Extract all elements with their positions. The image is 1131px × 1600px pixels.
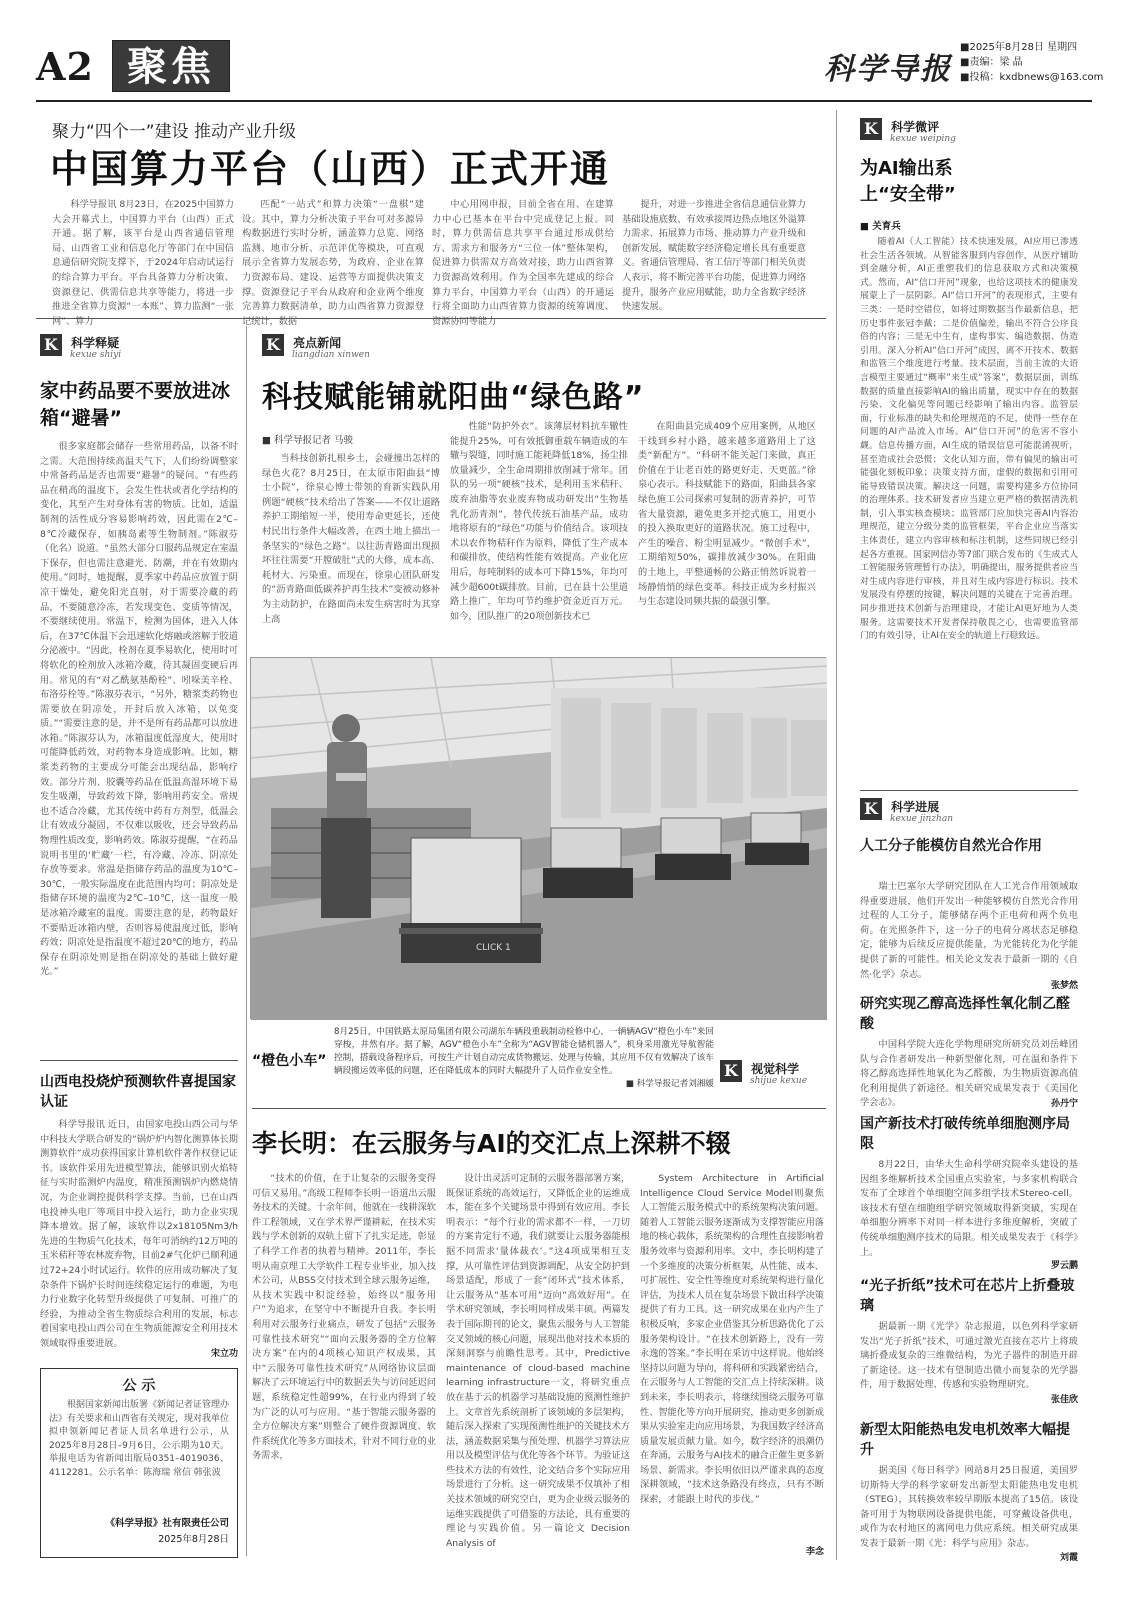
progress-item-headline: 研究实现乙醇高选择性氧化制乙醛酸 [860,996,1070,1032]
comment-body-text: 随着AI（人工智能）技术快速发展，AI应用已渗透社会生活各领域。从智能客服到内容创作，从医疗辅助到金融分析，AI正重塑我们的信息获取方式和决策模式。然而，AI“信口开河”现象，也给这项技术的健康发展蒙上了一层阴影。AI“信口开河”的表现形式，主要有三类：一是时空错位，如将过期数据当作最新信息，把历史事件张冠李戴；二是价值偏差，输出不符合公序良俗的内容；三是无中生有，虚构事实、编造数据、伪造引用。深入分析AI“信口开河”成因，离不开技术、数据和监管三个维度进行考量。技术层面，当前主流的大语言模型主要通过“概率”来生成“答案”，数据层面，训练数据的质量直接影响AI的输出质量，现实中存在的数据污染、文化偏见等问题已经影响了输出内容。监管层面，行业标准的缺失和伦理规范的不足，使得一些存在问题的AI产品流入市场。AI“信口开河”的危害不容小觑。信息传播方面，AI生成的错误信息可能混淆视听，甚至造成社会恐慌；文化认知方面，带有偏见的输出可能强化刻板印象；决策支持方面，虚假的数据和引用可能导致错误决策。解决这一问题，需要构建多方位协同的治理体系。技术研发者应当建立更严格的数据清洗机制，引入事实核查模块；监管部门应加快完善AI内容治理规范，建立分级分类的监管框架，平台企业应当落实主体责任，建立内容审核和标注机制，这些同规已经引起各方重视。国家网信办等7部门联合发布的《生成式人工智能服务管理暂行办法》，明确提出，服务提供者应当对生成内容进行审核，并且对生成内容进行标识。技术发展没有停摆的按键，解决问题的关键在于完善治理。同步推进技术创新与治理建设，才能让AI更好地为人类服务。这需要技术开发者保持敬畏之心，也需要监管部门的有效引导，让AI在安全的轨道上行稳致远。 [860,237,1078,642]
agv-photo [250,657,826,1019]
progress-item-author: 罗云鹏 [1050,1261,1078,1271]
editor: 责编：梁 晶 [969,57,1023,68]
feature-headline: 科技赋能铺就阳曲“绿色路” [262,380,645,415]
progress-item-body [860,880,1078,978]
progress-item-body [860,1158,1078,1258]
k-logo-icon: K [860,118,882,140]
notice-body-text: 根据国家新闻出版署《新闻记者证管理办法》有关要求和山西省有关规定，现对我单位拟申领新闻记者证人员名单进行公示，从2025年8月28日–9月6日，公示期为10天。举报电话为省新闻出版局0351–4019036、4112281。公示名单：陈海瑞 常信 韩张波 [49,1400,230,1478]
progress-item-headline: 国产新技术打破传统单细胞测序局限 [860,1116,1070,1152]
notice-body [49,1399,229,1507]
feature-col-1-text: 当科技创新扎根乡土，会碰撞出怎样的绿色火花？8月25日，在太原市阳曲县“博士小院”，徐泉心博士带领的育新实践队用例题“硬核”技术给出了答案——不仅让道路养护工期缩短一半，使用寿命更延长，还使村民出行条件大幅改善，在西土地上描出一条坚实的“绿色之路”。以往沥青路面出现损坏往往需要“开膛破肚”式的大修，成本高、耗材大、污染重。而现在，徐泉心团队研发的“沥青路面低碳养护再生技术”变被动修补为主动防护，在路面尚未发生病害时为其穿上高 [262,453,440,625]
progress-item-author: 张梦然 [1050,981,1078,991]
left-rule [40,1060,238,1061]
feature-section-title: 亮点新闻 [293,336,342,350]
k-logo-icon: K [720,1060,742,1082]
feature-section-pinyin: liangdian xinwen [292,350,370,360]
bottom-col-3-text: System Architecture in Artificial Intelligence Cloud Service Model则聚焦人工智能云服务模式中的系统架构决策问题。随着人工智能云服务逐渐成为支撑智能应用落地的核心载体，系统架构的合理性直接影响着服务效率与资源利用率。文中，李长明构建了一个多维度的决策分析框架，从性能、成本、可扩展性、安全性等维度对系统架构进行量化评估，为技术人员在复杂场景下做出科学决策提供了有力工具。这一研究成果在业内产生了积极反响，多家企业借鉴其分析思路优化了云服务架构设计。“在技术创新路上，没有一劳永逸的答案。”李长明在采访中这样说。他始终坚持以问题为导向，将科研和实践紧密结合，在云服务与人工智能的交汇点上持续深耕。谈到未来，李长明表示，将继续围绕云服务可靠性、智能化等方向开展研究，推动更多创新成果从实验室走向应用场景，为我国数字经济高质量发展贡献力量。如今，数字经济的浪潮仍在奔涌，云服务与AI技术的融合正催生更多新场景、新需求。李长明依旧以严谨求真的态度深耕领域，“技术这条路没有终点，只有不断探索，才能跟上时代的步伐。” [640,1173,824,1506]
notice-org: 《科学导报》社有限责任公司 [105,1518,229,1529]
science-qa-title: 科学释疑 [71,336,120,350]
square-icon: ■ [960,42,970,53]
k-logo-icon: K [262,334,284,356]
progress-section-title: 科学进展 [891,800,940,814]
feature-col-2 [450,420,628,624]
notice-title: 公 示 [122,1378,156,1394]
bottom-col-3 [640,1172,824,1544]
medicine-body-text: 很多家庭都会储存一些常用药品，以备不时之需。大范围持续高温天气下，人们纷纷调整家中常备药品是否也需要“避暑”的疑问。“有些药品在稍高的温度下，会发生性状或者化学结构的变化，其至产生对身体有害的物质。比如，适温制剂的活性成分容易影响药效，因此需在2℃–8℃冷藏保存，如胰岛素等生物制剂。”陈淑芬（化名）说道。“虽然大部分口服药品规定在室温下保存，但也需注意避光、防潮，并在有效期内使用。”同时，她提醒，夏季家中药品应放置于阴凉干燥处，避免阳光直射，对于需要冷藏的药品，不要随意冷冻，若发现变色、变质等情况，不要继续使用。常温下，检测为国体，进入人体后，在37℃体温下会迅速软化熔融或溶解于胶道分泌液中。“因此，栓剂在夏季易软化，使用时可将软化的栓剂放入冰箱冷藏，待其凝固变硬后再用。常见的有“对乙酰氨基酚栓”、吲哚美辛栓、布洛芬栓等。”陈淑芬表示，“另外，糖浆类药物也需要放在阴凉处，开封后放入冰箱，以免变质。”“需要注意的是，并不是所有药品都可以放进冰箱。”陈淑芬认为，冰箱温度低湿度大，使用时可能降低药效，对药物本身造成影响。比如，糖浆类药物的主要成分可能会出现结晶，影响疗效。部分片剂、胶囊等药品在低温高湿环境下易发生吸潮，导致药效下降，影响用药安全。常规也不适合冷藏，尤其传统中药有方剂型，低温会让有效成分凝固，不仅难以吸收，还会导致药品物理性质改变，影响药效。陈淑芬提醒，“在药品说明书里的‘贮藏’一栏，有冷藏、冷冻、阴凉处存放等要求。常温是指储存药品的温度为10℃–30℃，一般实际温度在此范围内均可；阴凉处是指储存环境的温度为2℃–10℃，这一温度一般是冰箱冷藏室的温度。需要注意的是，药物最好不要贴近冰箱内壁，否则容易使温度过低，影响药效；阴凉处是指温度不超过20℃的地方，药品保存在阴凉处则是指在阴凉处的基础上做好避光。” [40,441,238,978]
square-icon: ■ [960,72,970,83]
lead-headline: 中国算力平台（山西）正式开通 [50,147,611,191]
visual-science-pinyin: shijue kexue [750,1076,808,1086]
section-label-text: 聚焦 [127,43,215,90]
progress-item-body [860,1320,1078,1392]
lead-col-4 [622,198,806,313]
comment-headline: 为AI输出系上“安全带” [860,158,956,205]
comment-body [860,236,1078,782]
photo-credit: ■ 科学导报记者刘湘媛 [625,1079,714,1089]
progress-item-body-text: 8月22日，由华大生命科学研究院牵头建设的基因组多维解析技术全国重点实验室，与多家机构联合发布了全球首个单细胞空间多组学技术Stereo-cell。该技术有望在细胞组学研究领域取得新突破，实现在单细胞分辨率下对同一样本进行多维度解析，突破了传统单细胞测序技术的局限。相关成果发表于《科学》上。 [860,1159,1078,1258]
lead-col-1-text: 科学导报讯 8月23日，在2025中国算力大会开幕式上，中国算力平台（山西）正式开通。据了解，该平台是山西省通信管理局、山西省工业和信息化厅等部门在中国信息通信研究院支撑下，于2024年启动试运行的综合算力平台。平台具备算力分析决策、资源登记、供需信息共享等能力，将进一步推进全省算力资源“一本账”、算力监测“一张网”、算力 [52,199,234,327]
photo-caption-text: 8月25日，中国铁路太原局集团有限公司湖东车辆段重载制动检修中心，一辆辆AGV“橙色小车”来回穿梭，井然有序。据了解，AGV“橙色小车”全称为“AGV智能仓储机器人”，机身采用激光导航智能控制，搭载设备程序后，可按生产计划自动完成货物搬运、处理与传输，其应用不仅有效解决了该车辆段搬运效率低的问题，还在降低成本的同时大幅提升了人员作业安全性。 [334,1027,714,1076]
lead-rule [36,318,826,319]
k-logo-icon: K [40,334,62,356]
column-divider [836,110,837,1560]
feature-col-2-text: 性能“防护外衣”。该薄层材料抗车辙性能提升25%，可有效抵御重载车辆造成的车辙与裂缝，同时施工能耗降低18%，扬尘排放量减少，全生命周期排放削减于常年。团队的另一项“硬核”技术，是利用玉米秸秆、废弃油脂等农业废弃物成功研发出“生物基乳化沥青剂”，替代传统石油基产品，成功地将原有的“绿色”功能与价值结合。该项技术以农作物秸秆作为原料，降低了生产成本和碳排放，使结构性能有效提高。产业化应用后，每吨制料的成本可下降15%，年均可减少超600t碳排放。目前，已在县十公里道路上推广，年均可节约维护资金近百万元。如今，团队推广的20项创新技术已 [450,421,628,622]
progress-item-body-text: 据美国《每日科学》网站8月25日报道，美国罗切斯特大学的科学家研发出新型太阳能热电发电机（STEG），其转换效率较早期版本提高了15倍。该设备可用于为物联网设备提供电能，可穿戴设备供电，或作为农村地区的离网电力供应系统。相关研究成果发表于最新一期《光：科学与应用》杂志。 [860,1465,1078,1549]
progress-item-headline: 新型太阳能热电发电机效率大幅提升 [860,1422,1070,1458]
science-qa-header [40,334,121,360]
bottom-col-2-text: 设计出灵活可定制的云服务器部署方案，既保证系统的高效运行，又降低企业的运维成本，能在多个关键场景中得到有效应用。李长明表示：“每个行业的需求都不一样，一刀切的方案肯定行不通，我们就要让云服务器能根据不同需求‘量体裁衣’。”这4项成果相互支撑，从可靠性评估到资源调配，从安全防护到场景适配，形成了一套“闭环式”技术体系，让云服务从“基本可用”迈向“高效好用”。在学术研究领域，李长明同样成果丰硕。两篇发表于国际期刊的论文，聚焦云服务与人工智能交叉领域的核心问题，展现出他对技术本质的深刻洞察与前瞻性思考。其中，Predictive maintenance of cloud-based machine learning infrastructure一文，将研究重点放在基于云的机器学习基础设施的预测性维护上。文章首先系统剖析了该领域的多层架构，随后深入探索了实现预测性维护的关键技术方法，涵盖数据采集与预处理、机器学习算法应用以及模型评估与优化等各个环节。为验证这些技术方法的有效性，论文结合多个实际应用场景进行了分析。这一研究成果不仅填补了相关技术领域的研究空白，更为企业级云服务的运维实践提供了可借鉴的方法论，具有重要的理论与实践价值。另一篇论文 Decision Analysis of [446,1173,630,1549]
lead-col-1 [52,198,234,327]
photo-tag: “橙色小车” [252,1053,327,1069]
photo-caption [334,1026,714,1091]
feature-header [262,334,370,360]
comment-header [860,118,956,144]
comment-author: ■ 关育兵 [860,221,901,232]
progress-item [860,836,1078,991]
software-body [40,1118,238,1349]
progress-item-author: 张佳欣 [1050,1395,1078,1405]
progress-item-headline: “光子折纸”技术可在芯片上折叠玻璃 [860,1278,1075,1314]
science-qa-pinyin: kexue shiyi [70,350,122,360]
issue-date: 2025年8月28日 星期四 [969,42,1078,53]
lead-col-3 [432,198,614,327]
medicine-headline: 家中药品要不要放进冰箱“避暑” [40,380,231,429]
lead-col-4-text: 提升，对进一步推进全省信息通信业算力基础设施底数、有效承接周边热点地区外溢算力需求、拓展算力市场、推动算力产业升级和创新发展，赋能数字经济稳定增长具有重要意义。省通信管理局、省工信厅等部门相关负责人表示，将不断完善平台功能，促进算力网络提升，服务产业应用赋能，助力全省数字经济快速发展。 [622,199,806,313]
visual-science-header [720,1060,807,1086]
lead-col-3-text: 中心用网申报，目前全省在用、在建算力中心已基本在平台中完成登记上报。同时，算力供需信息共享平台通过形成供给方、需求方和服务方“三位一体”整体架构，促进算力供需双方高效对接，助力山西省算力资源高效利用。作为全国率先建成的综合算力平台，中国算力平台（山西）的开通运行将全面助力山西省算力资源的统筹调度、资源协同等能力 [432,199,614,327]
progress-item-body [860,1464,1078,1550]
feature-col-1 [262,452,440,624]
progress-item-author: 刘霞 [1059,1553,1078,1563]
lead-col-2 [242,198,424,327]
progress-section-pinyin: kexue jinzhan [890,814,954,824]
bottom-col-1-text: “技术的价值，在于让复杂的云服务变得可信又易用。”高级工程师李长明一语道出云服务技术的关键。十余年间，他就在一线耕深软件工程领域，又在学术界严谨耕耘，在技术实践与学术创新的双轨上留下了扎实足迹，彰显了科学工作者的执着与精神。2011年，李长明从南京理工大学软件工程专业毕业，加入技术公司，从BSS交付技术到全球云服务运维，从技术实践中积淀经验，始终以“服务用户”为追求，在坚守中不断提升自我。李长明利用对云服务行业痛点，研发了包括“云服务可靠性技术研究”“面向云服务器的全方位解决方案”在内的4项核心知识产权成果，其中“云服务可靠性技术研究”从网络协议层面解决了云环境运行中的数据丢失与访问延迟问题，系统稳定性超99%，在行业内得到了较为广泛的认可与应用。“基于智能云服务器的全方位解决方案”则整合了硬件资源调度、软件系统优化等多方面技术，针对不同行业的业务需求， [252,1173,436,1462]
bottom-author: 李念 [805,1547,824,1557]
notice-box [40,1368,238,1558]
progress-item-author: 孙丹宁 [1050,1099,1078,1109]
bottom-rule [252,1108,826,1109]
lead-col-2-text: 匹配“一站式”和算力决策“一盘棋”建设。其中，算力分析决策子平台可对多源异构数据进行实时分析，涵盖算力总览、网络监测、地市分析、示范评优等模块，可直观展示全省算力发展态势，为政府、企业在算力资源布局、建设、运营等方面提供决策支撑。资源登记子平台从政府和企业两个维度完善算力数据清单，助力山西省算力资源登记统计，数据 [242,199,424,327]
masthead-info [960,40,1103,85]
progress-header [860,798,953,824]
robot-label: CLICK 1 [476,943,511,953]
software-author: 宋立功 [210,1349,238,1359]
progress-item-body-text: 瑞士巴塞尔大学研究团队在人工光合作用领域取得重要进展，他们开发出一种能够模仿自然光合作用过程的人工分子，能够储存两个正电荷和两个负电荷。在光照条件下，这一分子的电荷分离状态足够稳定，能够为后续反应提供能量，为光能转化为化学能提供了新的可能性。相关论文发表于最新一期的《自然·化学》杂志。 [860,881,1078,980]
notice-date: 2025年8月28日 [158,1534,229,1545]
bottom-col-2 [446,1172,630,1558]
k-logo-icon: K [860,798,882,820]
progress-item [860,1420,1078,1563]
progress-item-body-text: 据最新一期《光学》杂志报道，以色列科学家研发出“光子折纸”技术，可通过激光直接在芯片上将玻璃折叠成复杂的三维微结构，为光子器件的制造开辟了新途径。这一技术有望制造出微小而复杂的光学器件，用于数据处理、传感和实验物理研究。 [860,1321,1078,1391]
newspaper-logo: 科学导报 [824,52,952,87]
lead-kicker: 聚力“四个一”建设 推动产业升级 [52,122,297,142]
progress-item [860,994,1078,1109]
progress-item [860,1276,1078,1405]
contact-email[interactable]: 投稿：kxdbnews@163.com [969,72,1104,83]
section-label [112,40,230,92]
masthead-rule [36,100,1092,102]
software-body-text: 科学导报讯 近日，由国家电投山西公司与华中科技大学联合研发的“锅炉炉内智化测算体长期测算软件”成功获得国家计算机软件著作权登记证书。该软件采用先进模型算法，能够识别火焰特征与实时监测炉内温度，精准预测锅炉内燃烧情况，为企业调控提供科学支撑。当前，已在山西电投神头电厂等项目中投入运行，助力企业实现降本增效。据了解，该软件以2x18105Nm3/h 先进的生物质气化技术，每年可消纳约12万吨的玉米秸秆等农林废弃物，目前2#气化炉已顺利通过72+24小时试运行。软件的应用成功解决了复杂条件下锅炉长时间连续稳定运行的难题，为电力行业数字化转型升级提供了可复制、可推广的经验，为推动全省生物质综合利用的发展，标志着国家电投山西公司在生物质能源安全利用技术领域取得重要进展。 [40,1119,238,1349]
medicine-body [40,440,238,1048]
software-headline: 山西电投烧炉预测软件喜提国家认证 [40,1074,236,1110]
feature-col-3 [638,420,816,624]
progress-item-body-text: 中国科学院大连化学物理研究所研究员刘岳峰团队与合作者研发出一种新型催化剂，可在温和条件下将乙醇高选择性地氧化为乙醛酸，为生物质资源高值化利用提供了新途径。相关研究成果发表于《美国化学会志》。 [860,1039,1078,1109]
feature-col-3-text: 在阳曲县完成409个应用案例，从地区干线到乡村小路，越来越多道路用上了这类“新配方”。“科研不能关起门来做，真正价值在于让老百姓的路更好走、天更蓝。”徐泉心表示。科技赋能下的路面，阳曲县各家绿色施工公司探索可复制的沥青养护，可节省大量资源，避免更多开挖式施工，用更小的投入换取更好的道路状况。施工过程中，产生的噪音、粉尘明显减少。“微创手术”，工期缩短50%，碳排放减少30%。在阳曲的土地上，平整通畅的公路正悄然诉说着一场静悄悄的绿色变革。科技正成为乡村振兴与生态建设同频共振的最强引擎。 [638,421,816,608]
warehouse-scene [251,658,827,1020]
comment-section-title: 科学微评 [891,120,940,134]
square-icon: ■ [960,57,970,68]
column-divider [246,326,247,1556]
bottom-col-1 [252,1172,436,1558]
feature-byline: ■ 科学导报记者 马骏 [262,435,354,446]
right-rule [860,790,1078,791]
page-number: A2 [36,44,94,89]
comment-section-pinyin: kexue weiping [890,134,956,144]
progress-item [860,1114,1078,1271]
visual-science-title: 视觉科学 [751,1062,800,1076]
progress-item-headline: 人工分子能模仿自然光合作用 [860,838,1042,854]
bottom-headline: 李长明：在云服务与AI的交汇点上深耕不辍 [252,1129,731,1158]
